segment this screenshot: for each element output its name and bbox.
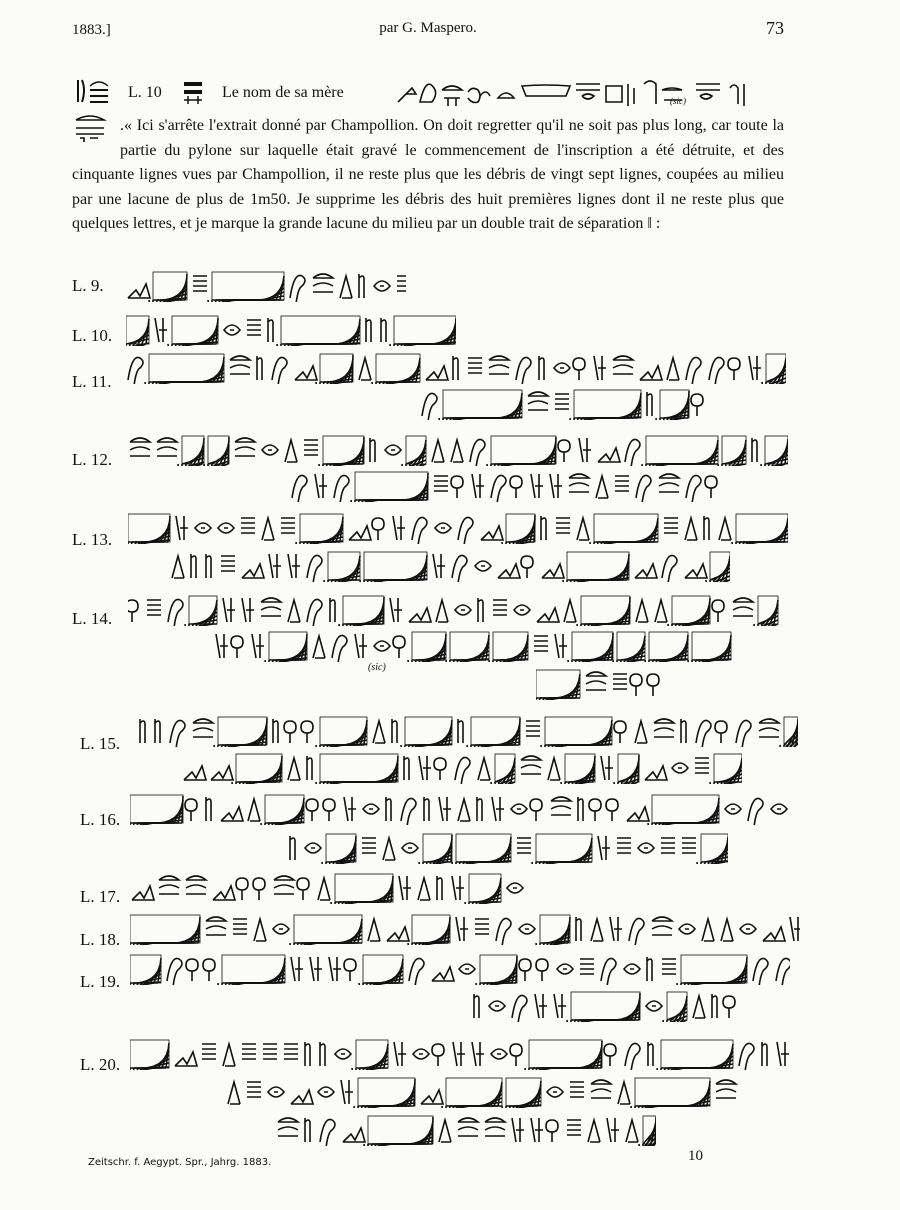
line-label: L. 9. [72,276,104,295]
line-label: L. 11. [72,372,112,391]
line-label: L. 19. [80,972,121,991]
line-label: L. 14. [72,609,113,628]
hieroglyph-run-icon [396,76,756,110]
intro-line-text: Le nom de sa mère [222,84,344,101]
hieroglyph-row-icon [214,630,734,662]
hieroglyph-row-icon [130,872,530,904]
line-label: L. 12. [72,450,113,469]
hieroglyph-row-icon [276,1114,656,1146]
line-label: L. 18. [80,930,121,949]
hieroglyph-group-icon [72,76,112,108]
intro-line [72,76,784,110]
hieroglyph-row-icon [130,1038,790,1070]
line-label: L. 20. [80,1055,121,1074]
header-year: 1883.] [72,22,111,38]
line-label: L. 13. [72,530,113,549]
hieroglyph-row-icon [128,594,788,626]
page-header [72,18,784,44]
hieroglyph-row-icon [126,270,406,302]
line-label: L. 15. [80,734,121,753]
paragraph-lead: .« [120,117,132,134]
hieroglyph-row-icon [536,668,666,700]
hieroglyph-row-icon [126,352,786,384]
footer-signature: 10 [688,1148,703,1164]
hieroglyph-row-icon [126,314,456,346]
hieroglyph-row-icon [130,953,790,985]
intro-sic: (sic) [670,96,686,106]
hieroglyph-row-icon [290,470,720,502]
paragraph-text: Ici s'arrête l'extrait donné par Champollion. On doit regretter qu'il ne soit pas plus long, car toute la partie du pylone sur laquelle était gravé le commencement de l'inscription a été détruite, et des cinquante lignes vues par Champollion, il ne reste plus que les débris de vingt sept lignes, coupées au milieu par une lacune de plus de 1m50. Je supprime les débris des huit premières lignes dont il ne reste plus que quelques lettres, et je marque la grande lacune du milieu par un double trait de séparation ‖ : [72,117,785,232]
l14-sic: (sic) [368,662,386,673]
hieroglyph-row-icon [288,832,728,864]
hieroglyph-row-icon [226,1076,746,1108]
hieroglyph-row-icon [138,715,798,747]
hieroglyph-row-icon [130,913,800,945]
header-author: par G. Maspero. [379,20,477,36]
page-number: 73 [766,18,784,38]
hieroglyph-row-icon [182,752,742,784]
intro-line-ref: L. 10 [128,84,162,101]
hieroglyph-row-icon [420,388,720,420]
hieroglyph-group-icon [72,114,116,144]
hieroglyph-row-icon [128,434,788,466]
line-label: L. 16. [80,810,121,829]
footer-journal: Zeitschr. f. Aegypt. Spr., Jahrg. 1883. [88,1157,272,1168]
hieroglyph-row-icon [170,550,730,582]
hieroglyph-group-icon [180,78,210,108]
paragraph-block [72,114,784,237]
hieroglyph-row-icon [128,512,788,544]
hieroglyph-row-icon [472,990,742,1022]
line-label: L. 17. [80,887,121,906]
line-label: L. 10. [72,326,113,345]
hieroglyph-row-icon [130,793,790,825]
